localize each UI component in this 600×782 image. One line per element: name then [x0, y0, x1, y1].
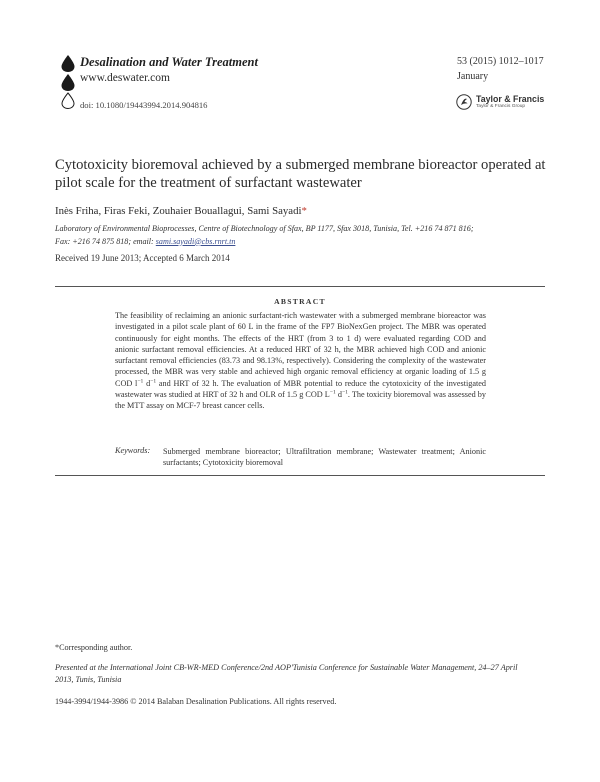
superscript: −1 [150, 378, 157, 385]
abstract-heading: ABSTRACT [274, 297, 326, 306]
keywords-label: Keywords: [115, 446, 151, 455]
affiliation [55, 223, 560, 248]
email-link[interactable]: sami.sayadi@cbs.rnrt.tn [155, 236, 236, 246]
volume-pages: 53 (2015) 1012–1017 [457, 56, 544, 67]
journal-title: Desalination and Water Treatment [80, 55, 258, 69]
abstract-text-part: The feasibility of reclaiming an anionic surfactant-rich wastewater with a submerged membrane bioreactor was investigated in a pilot scale plant of 60 L in the frame of the FP7 BioNexGen project. The MBR was operated continuously for eight months. The effects of the HRT (from 3 to 1 d) were evaluated regarding COD and anionic surfactant removal efficiencies. At a reduced HRT of 32 h, the MBR achieved high COD and anionic surfactant removal efficiencies (83.73 and 98.13%, respectively). Considering the complexity of the wastewater processed, the MBR was very stable and achieved high organic removal efficiency at organic loading of 1.5 g COD l [115, 311, 486, 388]
abstract-text-part: d [143, 378, 151, 388]
publisher-emblem-icon [456, 94, 472, 110]
publisher-name: Taylor & Francis [476, 93, 545, 104]
journal-logo-icon [57, 54, 79, 110]
abstract-text-part: . The toxicity bioremoval was assessed by the MTT assay on MCF-7 breast cancer cells. [115, 390, 486, 411]
doi[interactable]: doi: 10.1080/19443994.2014.904816 [80, 100, 208, 110]
abstract-text [115, 310, 486, 412]
keywords: Submerged membrane bioreactor; Ultrafiltration membrane; Wastewater treatment; Anionic surfactants; Cytotoxicity bioremoval [163, 447, 486, 468]
abstract-text-part: d [335, 390, 342, 400]
superscript: −1 [137, 378, 144, 385]
superscript: −1 [341, 389, 348, 396]
superscript: −1 [329, 389, 336, 396]
journal-url[interactable]: www.deswater.com [80, 72, 170, 84]
issn-copyright: 1944-3994/1944-3986 © 2014 Balaban Desalination Publications. All rights reserved. [55, 697, 337, 706]
abstract-bottom-divider [55, 475, 545, 476]
abstract-top-divider [55, 286, 545, 287]
received-dates: Received 19 June 2013; Accepted 6 March 2014 [55, 253, 230, 263]
article-title: Cytotoxicity bioremoval achieved by a submerged membrane bioreactor operated at pilot scale for the treatment of surfactant wastewater [55, 157, 546, 191]
authors [55, 205, 307, 217]
issue-month: January [457, 71, 489, 82]
publisher-group: Taylor & Francis Group [476, 103, 526, 109]
author-list: Inès Friha, Firas Feki, Zouhaier Bouallagui, Sami Sayadi [55, 205, 302, 217]
affiliation-line2: Fax: +216 74 875 818; email: [55, 236, 156, 246]
publisher-logo [456, 94, 544, 110]
abstract-text-part: and HRT of 32 h. The evaluation of MBR potential to reduce the cytotoxicity of the investigated wastewater was studied at HRT of 32 h and OLR of 1.5 g COD L [115, 378, 487, 400]
affiliation-line1: Laboratory of Environmental Bioprocesses, Centre of Biotechnology of Sfax, BP 1177, Sfax 3018, Tunisia, Tel. +216 74 871 816; [55, 224, 474, 233]
conference-note: Presented at the International Joint CB-WR-MED Conference/2nd AOP'Tunisia Conference for Sustainable Water Management, 24–27 April 2013, Tunis, Tunisia [55, 663, 518, 684]
corresponding-author-note: *Corresponding author. [55, 643, 133, 652]
corresponding-author-mark[interactable]: * [301, 205, 307, 217]
